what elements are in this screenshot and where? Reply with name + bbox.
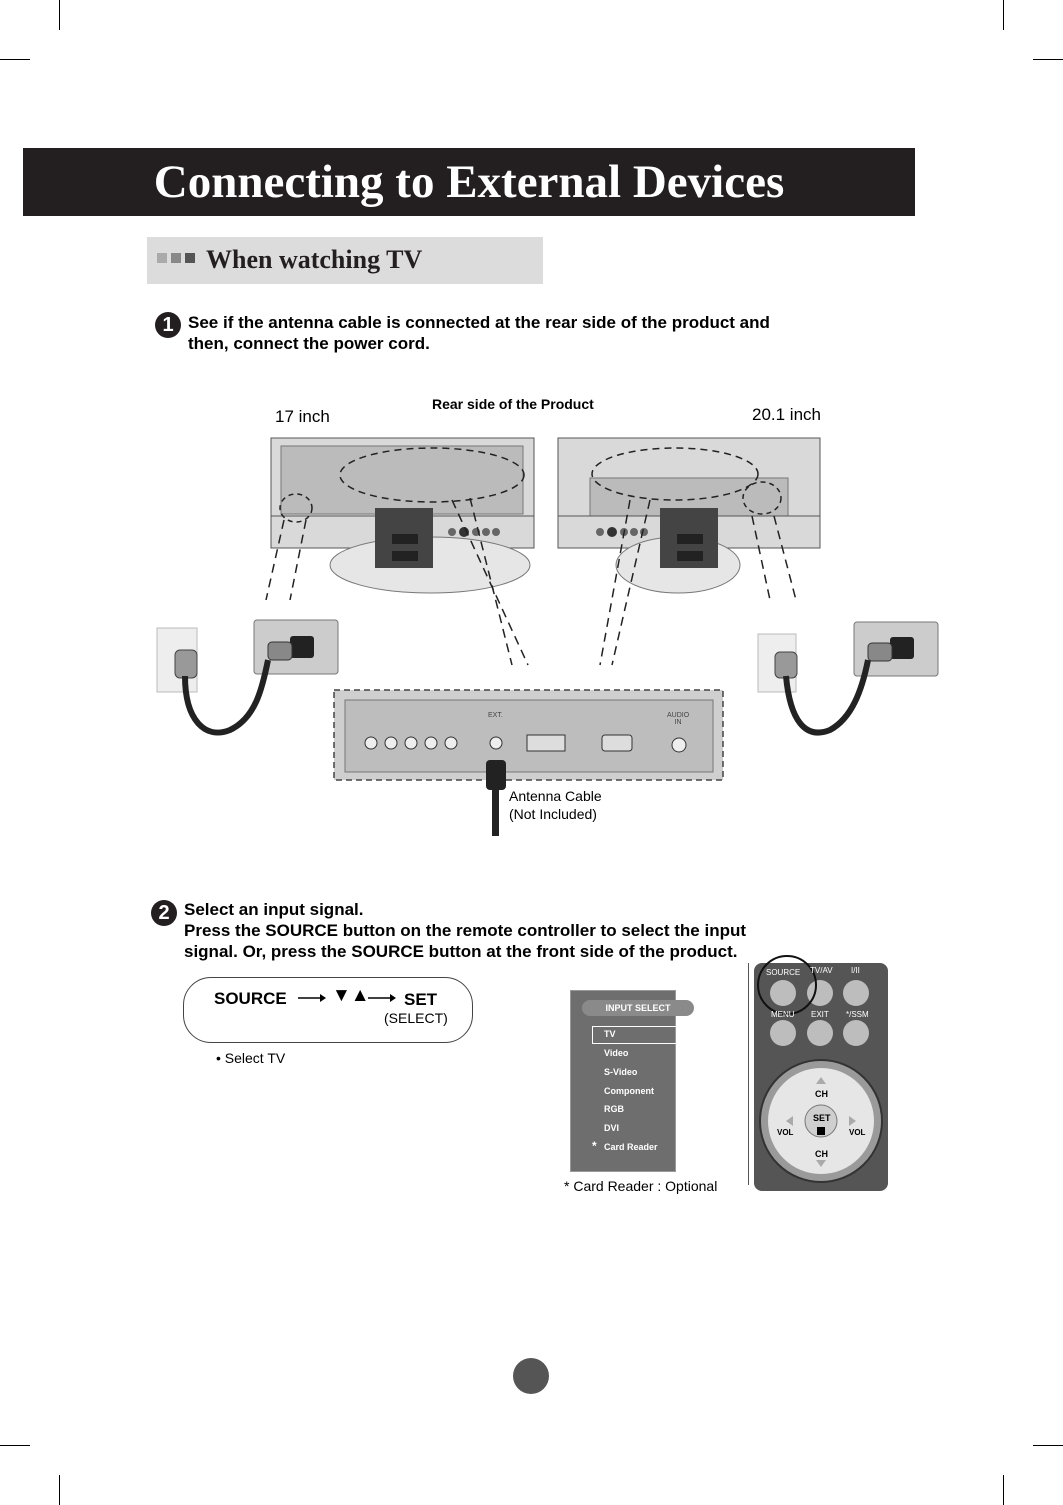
exit-button[interactable]	[807, 1020, 833, 1046]
ch-up-label[interactable]: CH	[815, 1089, 828, 1099]
step-1-line: See if the antenna cable is connected at the rear side of the product and	[188, 313, 770, 332]
up-down-arrows-icon: ▼▲	[332, 985, 370, 1006]
select-tv-note: • Select TV	[216, 1050, 286, 1066]
section-title: When watching TV	[206, 245, 423, 274]
remote-source-label: SOURCE	[766, 968, 801, 977]
i-ii-button[interactable]	[843, 980, 869, 1006]
page-number-dot	[513, 1358, 549, 1394]
panel-audio-line: AUDIO	[667, 712, 690, 719]
osd-item[interactable]: RGB	[604, 1104, 624, 1114]
step-2-line: Select an input signal.	[184, 900, 364, 919]
step-1-number: 1	[155, 312, 181, 338]
ch-down-label[interactable]: CH	[815, 1149, 828, 1159]
remote-ssm-label: */SSM	[846, 1010, 869, 1019]
monitor-17-inch	[271, 438, 534, 593]
step-2-line: signal. Or, press the SOURCE button at the front side of the product.	[184, 942, 738, 961]
osd-item[interactable]: Component	[604, 1086, 654, 1096]
osd-header: INPUT SELECT	[582, 1000, 694, 1016]
osd-item[interactable]: Card Reader	[604, 1142, 658, 1152]
panel-audio-label	[667, 712, 689, 726]
antenna-line: Antenna Cable	[509, 788, 602, 804]
remote-edge-line	[748, 963, 749, 1185]
source-highlight-circle	[757, 955, 817, 1015]
set-label: SET	[404, 990, 438, 1009]
step-1-line: then, connect the power cord.	[188, 334, 430, 353]
card-reader-note: * Card Reader : Optional	[564, 1178, 718, 1194]
osd-star: *	[592, 1139, 597, 1153]
size-label-17: 17 inch	[275, 407, 330, 426]
page-title: Connecting to External Devices	[153, 156, 785, 208]
remote-menu-label: MENU	[771, 1010, 795, 1019]
vol-left-label[interactable]: VOL	[777, 1128, 794, 1137]
osd-item[interactable]: DVI	[604, 1123, 620, 1133]
osd-item[interactable]: S-Video	[604, 1067, 638, 1077]
step-2-line: Press the SOURCE button on the remote controller to select the input	[184, 921, 747, 940]
menu-button[interactable]	[770, 1020, 796, 1046]
panel-audio-line: IN	[674, 719, 682, 726]
remote-tvav-label: TV/AV	[810, 966, 833, 975]
antenna-line: (Not Included)	[509, 806, 597, 822]
power-outlet-left	[157, 620, 338, 733]
rear-side-label: Rear side of the Product	[432, 396, 594, 412]
power-outlet-right	[758, 622, 938, 733]
set-button[interactable]: SET	[813, 1113, 831, 1123]
step-2-text	[184, 899, 746, 962]
ssm-button[interactable]	[843, 1020, 869, 1046]
step-2-number: 2	[151, 900, 177, 926]
monitor-20-inch	[558, 438, 820, 593]
remote-i-ii-label: I/II	[851, 966, 860, 975]
vol-right-label[interactable]: VOL	[849, 1128, 866, 1137]
osd-item[interactable]: TV	[604, 1029, 616, 1039]
size-label-20: 20.1 inch	[752, 405, 821, 424]
remote-exit-label: EXIT	[811, 1010, 829, 1019]
source-label: SOURCE	[214, 989, 287, 1008]
antenna-label	[509, 787, 602, 823]
select-label: (SELECT)	[384, 1010, 448, 1026]
panel-ext-label: EXT.	[488, 712, 503, 719]
osd-item[interactable]: Video	[604, 1048, 629, 1058]
